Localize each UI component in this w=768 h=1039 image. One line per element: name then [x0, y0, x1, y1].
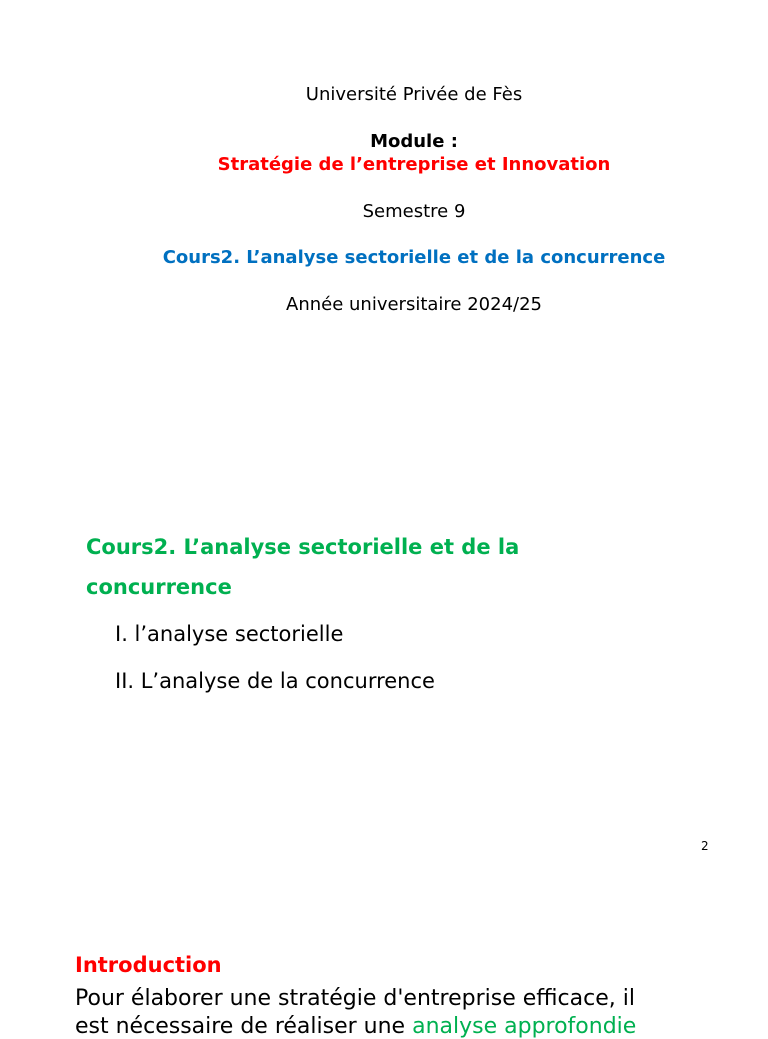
outline-item: I. l’analyse sectorielle: [115, 622, 344, 646]
introduction-heading: Introduction: [75, 953, 222, 977]
outline-heading-line2: concurrence: [86, 575, 232, 599]
outline-heading-line1: Cours2. L’analyse sectorielle et de la: [86, 535, 520, 559]
academic-year: Année universitaire 2024/25: [286, 294, 542, 315]
semester-label: Semestre 9: [362, 201, 466, 222]
module-label: Module :: [370, 131, 458, 152]
course-title: Cours2. L’analyse sectorielle et de la concurrence: [162, 247, 666, 268]
outline-item: II. L’analyse de la concurrence: [115, 669, 435, 693]
introduction-highlight: analyse approfondie: [412, 1014, 637, 1039]
introduction-text-line2: [75, 1014, 636, 1039]
university-name: Université Privée de Fès: [305, 84, 523, 105]
page-number: 2: [701, 839, 709, 853]
module-title: Stratégie de l’entreprise et Innovation: [217, 154, 611, 175]
introduction-text-line1: Pour élaborer une stratégie d'entreprise efficace, il: [75, 986, 635, 1011]
introduction-text-start: est nécessaire de réaliser une: [75, 1014, 413, 1039]
